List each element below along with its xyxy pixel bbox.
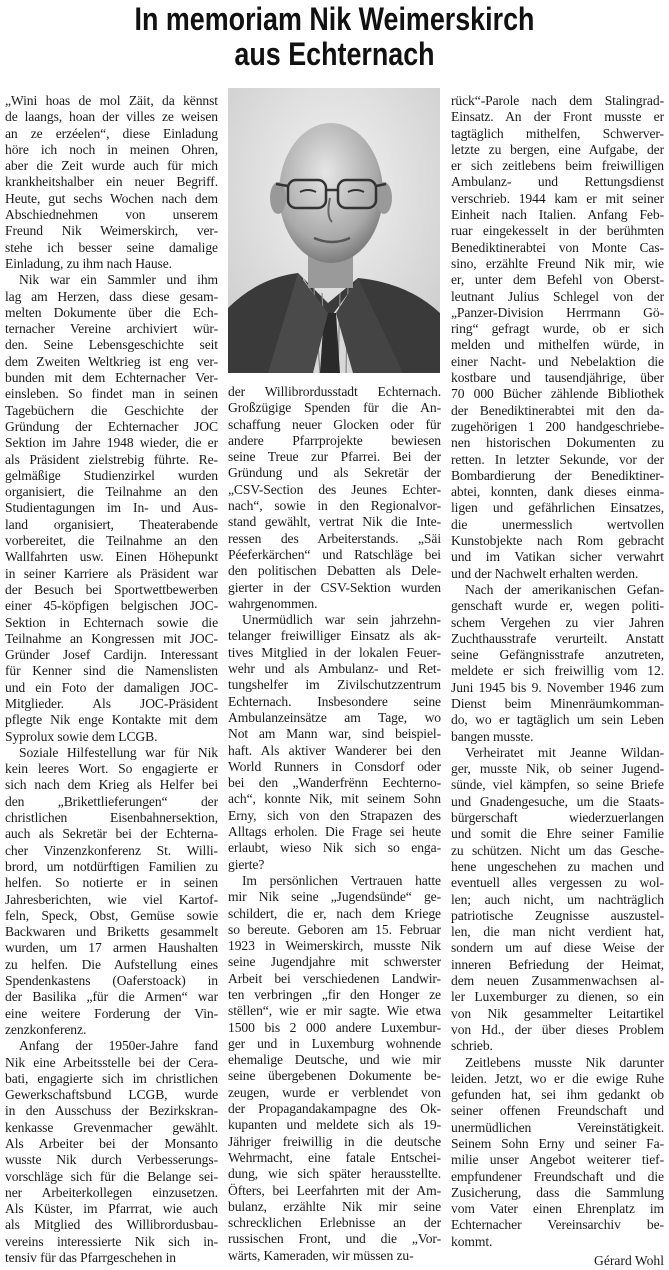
text-line: World Runners in Consdorf oder [228,758,441,774]
text-line: russischen Front, und die „Vor- [228,1231,441,1247]
text-line: vorschläge sich für die Belange sei- [5,1168,218,1184]
text-line: dung, wie sich später herausstellte. [228,1166,441,1182]
text-line: seine übergebenen Dokumente be- [228,1068,441,1084]
text-line: Anfang der 1950er-Jahre fand [19,1038,218,1054]
text-line: Zuchthausstrafe verurteilt. Anstatt [451,630,664,646]
text-line: retten. In letzter Sekunde, vor der [451,451,664,467]
text-line: genschaft wurde er, wegen politi- [451,598,664,614]
paragraph [5,745,218,1038]
text-line: Einheit nach Italien. Anfang Feb- [451,207,664,223]
text-line: nach“, sowie in den Regionalvor- [228,498,441,514]
text-line: tungshelfer im Zivilschutzzentrum [228,677,441,693]
text-line: eventuell alles vergessen zu wol- [451,875,664,891]
text-line: ehemalige Deutsche, und wie mir [228,1052,441,1068]
text-line: telanger freiwilliger Einsatz als ak- [228,628,441,644]
paragraph [451,93,664,582]
text-line: ligen und gefährlichen Einsatzes, [451,500,664,516]
text-line: stand gewählt, vertrat Nik die Inte- [228,514,441,530]
column-1 [5,93,218,1266]
text-line: stëllen“, wie er mir sagte. Wie etwa [228,1003,441,1019]
text-line: Mitglieder. Als JOC-Präsident [5,695,218,711]
text-line: dem neuen Zusammenwachsen al- [451,973,664,989]
paragraph [228,384,441,612]
text-line: helfen. So notierte er in seinen [5,875,218,891]
text-line: einsleben. So findet man in seinen [5,386,218,402]
text-line: zeugen, wurde er verblendet von [228,1084,441,1100]
text-line: einer Nacht- und Nebelaktion die [451,353,664,369]
text-line: kein leeres Wort. So engagierte er [5,761,218,777]
text-line: ressen des Arbeiterstands. „Säi [228,530,441,546]
text-line: wusste Nik durch Verbesserungs- [5,1152,218,1168]
text-line: schildert, die er, nach dem Kriege [228,905,441,921]
text-line: seine Gefängnisstrafe anzutreten, [451,647,664,663]
text-line: kostbare und tausendjährige, über [451,370,664,386]
text-line: Syprolux sowie dem LCGB. [5,728,158,744]
text-line: Einladung, zu ihm nach Hause. [5,255,172,271]
text-line: gierter in der CSV-Sektion wurden [228,579,441,595]
text-line: Nik eine Arbeitsstelle bei der Cera- [5,1054,218,1070]
text-line: leutnant Julius Schlegel von der [451,288,664,304]
text-line: brord, um notdürftigen Familien zu [5,858,218,874]
text-line: Sektion im Jahre 1948 wieder, die er [5,435,218,451]
text-line: de laangs, hoan der villes ze weisen [5,109,218,125]
text-line: Ambulanz- und Rettungsdienst [451,174,664,190]
text-line: mir Nik seine „Jugendsünde“ ge- [228,889,441,905]
text-line: Einsatz. An der Front musste er [451,109,664,125]
text-line: Spendenkastens (Oaferstoack) in [5,973,218,989]
text-line: len; auch nicht, um nachträglich [451,891,664,907]
text-line: von Hd., der über dieses Problem [451,1021,664,1037]
text-line: Soziale Hilfestellung war für Nik [19,744,218,760]
text-line: wehr und als Ambulanz- und Ret- [228,661,441,677]
text-line: von Nik gesammelter Leitartikel [451,1005,664,1021]
text-line: 1500 bis 2 000 andere Luxembur- [228,1019,441,1035]
column-3 [451,93,664,1270]
text-line: Backwaren und Briketts gesammelt [5,924,218,940]
text-line: zugehörigen 1 200 handgeschriebe- [451,418,664,434]
text-line: wurden, um 17 armen Haushalten [5,940,218,956]
text-line: tives Mitglied in der lokalen Feuer- [228,644,441,660]
text-line: stehe ich besser seine damalige [5,239,218,255]
text-line: ruar eingekesselt in der berühmten [451,223,664,239]
text-line: „Wini hoas de mol Zäit, da kënnst [5,93,218,108]
text-line: der Willibrordusstadt Echternach. [228,384,441,399]
headline-line-2: aus Echternach [234,36,435,72]
text-line: bunden mit dem Echternacher Ver- [5,370,218,386]
text-line: Bombardierung der Benediktiner- [451,467,664,483]
text-line: so bereute. Geboren am 15. Februar [228,921,441,937]
text-line: Gründer Josef Cardijn. Interessant [5,647,218,663]
text-line: Studientagungen im In- und Aus- [5,500,218,516]
text-line: Péeferkärchen“ und Ratschläge bei [228,546,441,562]
text-line: feln, Speck, Obst, Gemüse sowie [5,907,218,923]
text-line: schrecklichen Erlebnisse an der [228,1215,441,1231]
text-line: kupanten und meldete sich als 19- [228,1117,441,1133]
text-line: auch als Sekretär bei der Echterna- [5,826,218,842]
text-line: Gewerkschaftsbund LCGB, wurde [5,1087,218,1103]
text-line: verschrieb. 1944 kam er mit seiner [451,190,664,206]
text-line: Nik war ein Sammler und ihm [19,272,218,288]
text-line: rück“-Parole nach dem Stalingrad- [451,93,664,108]
text-line: Im persönlichen Vertrauen hatte [242,872,441,888]
column-2 [228,384,441,1264]
text-line: kenkasse Grevenmacher gewählt. [5,1119,218,1135]
text-line: schem Vergehen zu vier Jahren [451,614,664,630]
text-line: letzte zu bergen, eine Aufgabe, der [451,141,664,157]
text-line: Heute, gut sechs Wochen nach dem [5,190,218,206]
text-line: der Propagandakampagne des Ok- [228,1101,441,1117]
text-line: hene ungeschehen zu machen und [451,858,664,874]
text-line: den. Seine Lebensgeschichte seit [5,337,218,353]
text-line: inneren Befriedung der Heimat, [451,956,664,972]
text-line: wärts, Kameraden, wir müssen zu- [228,1247,414,1263]
text-line: den „Brikettlieferungen“ der [5,793,218,809]
text-line: tagtäglich mithelfen, Schwerver- [451,125,664,141]
text-line: vereins interessierte Nik sich in- [5,1233,218,1249]
text-line: Nach der amerikanischen Gefan- [465,581,664,597]
text-line: er, unter dem Befehl von Oberst- [451,272,664,288]
text-line: kommt. [451,1233,493,1249]
text-line: dem Zweiten Weltkrieg ist eng ver- [5,353,218,369]
text-line: in den Ausschuss der Bezirkskran- [5,1103,218,1119]
text-line: Jahresberichten, wie viel Kartof- [5,891,218,907]
paragraph [5,272,218,745]
text-line: Dienst beim Minenräumkomman- [451,695,664,711]
text-line: meldete er sich freiwillig vom 12. [451,663,664,679]
text-line: aber die Zeit wurde auch für mich [5,158,218,174]
text-line: Wehrmacht, eine fatale Entschei- [228,1149,441,1165]
text-line: andere Pfarrprojekte bewiesen [228,432,441,448]
text-line: als Präsident zielstrebig führte. Re- [5,451,218,467]
paragraph [451,1055,664,1251]
text-line: melden und mithelfen würde, in [451,337,664,353]
text-line: Ambulanzeinsätze am Tage, wo [228,709,441,725]
text-line: eine weitere Forderung der Vin- [5,1005,218,1021]
text-line: sich nach dem Krieg als Helfer bei [5,777,218,793]
text-line: Echternach. Insbesondere seine [228,693,441,709]
text-line: gierte? [228,856,265,872]
text-line: land organisiert, Theaterabende [5,516,218,532]
text-line: schrieb. [451,1038,493,1054]
paragraph [5,93,218,272]
text-line: organisiert, die Teilnahme an den [5,484,218,500]
text-line: ternacher Vereine archiviert wür- [5,321,218,337]
text-line: Echternacher Vereinsarchiv be- [451,1217,664,1233]
text-line: Gründung und als Sekretär der [228,465,441,481]
text-line: die unermesslich wertvollen [451,516,664,532]
text-line: nen historischen Dokumenten zu [451,435,664,451]
text-line: Seinem Sohn Erny und seiner Fa- [451,1136,664,1151]
paragraph [5,1038,218,1266]
text-line: einer 45-köpfigen belgischen JOC- [5,598,218,614]
text-line: lag am Herzen, dass diese gesam- [5,288,218,304]
text-line: und Gnadengesuche, um die Staats- [451,793,664,809]
text-line: Not am Mann war, sind beispiel- [228,726,441,742]
text-line: seiner offenen Freundschaft und [451,1103,664,1119]
text-line: und der Nachwelt erhalten werden. [451,565,639,581]
text-line: „CSV-Section des Jeunes Echter- [228,481,441,497]
text-line: Zusicherung, dass die Sammlung [451,1184,664,1200]
text-line: wahrgenommen. [228,595,318,611]
portrait-photo [228,88,440,373]
text-line: leiden. Jetzt, wo er die ewige Ruhe [451,1070,664,1086]
text-line: der Besuch bei Sportwettbewerben [5,581,218,597]
text-line: ach“, konnte Nik, mit seinem Sohn [228,791,441,807]
text-line: sünde, viel kämpfen, so seine Briefe [451,777,664,793]
text-line: für Kenner sind die Namenslisten [5,663,218,679]
article-headline [0,2,669,72]
text-line: gelmäßige Studienzirkel wurden [5,467,218,483]
text-line: Benediktinerabtei von Monte Cas- [451,239,664,255]
text-line: Als Arbeiter bei der Monsanto [5,1136,218,1151]
text-line: zenzkonferenz. [5,1021,87,1037]
text-line: „Panzer-Division Herrmann Gö- [451,304,664,320]
text-line: 1923 in Weimerskirch, musste Nik [228,938,441,954]
text-line: tensiv für das Pfarrgeschehen in [5,1250,176,1266]
text-line: unermüdlichen Vereinstätigkeit. [451,1119,664,1135]
text-line: Verheiratet mit Jeanne Wildan- [465,744,664,760]
paragraph [451,745,664,1055]
text-line: Sektion in Echternach sowie die [5,614,218,630]
text-line: len, die man nicht verdient hat, [451,924,664,940]
text-line: 70 000 Bücher zählende Bibliothek [451,386,664,402]
headline-line-1: In memoriam Nik Weimerskirch [134,1,535,37]
text-line: er sich zeitlebens beim freiwilligen [451,158,664,174]
text-line: ger, musste Nik, ob seiner Jugend- [451,761,664,777]
text-line: Jähriger freiwillig in die deutsche [228,1133,441,1149]
text-line: Erny, sich von den Strapazen des [228,807,441,823]
text-line: Großzügige Spenden für die An- [228,400,441,416]
paragraph [228,612,441,873]
text-line: Arbeit bei verschiedenen Landwir- [228,970,441,986]
text-line: cher Vinzenzkonferenz St. Willi- [5,842,218,858]
text-line: Kunstobjekte nach Rom gebracht [451,533,664,549]
text-line: Juni 1945 bis 9. November 1946 zum [451,679,664,695]
text-line: an ze erzéelen“, diese Einladung [5,125,218,141]
text-line: haft. Als aktiver Wanderer bei den [228,742,441,758]
text-line: patriotische Zeugnisse auszustel- [451,907,664,923]
text-line: empfundener Freundschaft und die [451,1168,664,1184]
text-line: zu schützen. Nicht um das Gesche- [451,842,664,858]
text-line: der Basilika „für die Armen“ war [5,989,218,1005]
text-line: Zeitlebens musste Nik darunter [465,1054,664,1070]
text-line: melten Dokumente über die Ech- [5,304,218,320]
text-line: pflegte Nik enge Kontakte mit dem [5,712,218,728]
text-line: milie unser Angebot weiterer tief- [451,1152,664,1168]
text-line: schaffung neuer Glocken oder für [228,416,441,432]
text-line: vorbereitet, die Teilnahme an den [5,533,218,549]
text-line: Öfters, bei Leerfahrten mit der Am- [228,1182,441,1198]
paragraph [228,873,441,1264]
author-signature: Gérard Wohl [594,1253,664,1269]
text-line: und somit die Ehre seiner Familie [451,826,664,842]
text-line: bürgerschaft wiederzuerlangen [451,810,664,826]
text-line: bulanz, erzählte Nik mir seine [228,1198,441,1214]
text-line: zu helfen. Die Aufstellung eines [5,956,218,972]
text-line: Alltags erholen. Die Frage sei heute [228,824,441,840]
text-line: abtei, konnten, dank dieses einma- [451,484,664,500]
text-line: seine Jugendjahre mit schwerster [228,954,441,970]
text-line: in seiner Karriere als Präsident war [5,565,218,581]
text-line: der Benediktinerabtei mit den da- [451,402,664,418]
text-line: Tagebüchern die Geschichte der [5,402,218,418]
text-line: Teilnahme an Kongressen mit JOC- [5,630,218,646]
text-line: den politischen Debatten als Dele- [228,563,441,579]
text-line: ger und in Luxemburg wohnende [228,1035,441,1051]
text-line: vom Vater einen Ehrenplatz im [451,1201,664,1217]
text-line: ring“ gefragt wurde, ob er sich [451,321,664,337]
text-line: und im Vatikan sicher verwahrt [451,549,664,565]
text-line: sino, erzählte Freund Nik mir, wie [451,255,664,271]
text-line: krankheitshalber ein neuer Begriff. [5,174,218,190]
text-line: ler Luxemburger zu dienen, so ein [451,989,664,1005]
text-line: Unermüdlich war sein jahrzehn- [242,612,441,628]
text-line: und ein Foto der damaligen JOC- [5,679,218,695]
text-line: Wallfahrten usw. Einen Höhepunkt [5,549,218,565]
text-line: Abschiednehmen von unserem [5,207,218,223]
text-line: sondern um auf diese Weise der [451,940,664,956]
text-line: bei den „Wanderfrënn Eechterno- [228,775,441,791]
text-line: do, wo er tagtäglich um sein Leben [451,712,664,728]
text-line: bati, engagierte sich im christlichen [5,1070,218,1086]
text-line: gefunden hat, sei ihm gedankt ob [451,1087,664,1103]
text-line: seine Treue zur Pfarrei. Bei der [228,449,441,465]
paragraph [451,582,664,745]
text-line: Gründung der Echternacher JOC [5,418,218,434]
text-line: christlichen Eisenbahnersektion, [5,810,218,826]
text-line: als Mitglied des Willibrordusbau- [5,1217,218,1233]
text-line: höre ich noch in meinen Ohren, [5,141,218,157]
text-line: Als Küster, im Pfarrrat, wie auch [5,1201,218,1217]
text-line: erlaubt, wieso Nik sich so enga- [228,840,441,856]
text-line: ner Arbeiterkollegen einzusetzen. [5,1184,218,1200]
text-line: bangen musste. [451,728,534,744]
text-line: ten verbringen „fir den Honger ze [228,986,441,1002]
text-line: Freund Nik Weimerskirch, ver- [5,223,218,239]
